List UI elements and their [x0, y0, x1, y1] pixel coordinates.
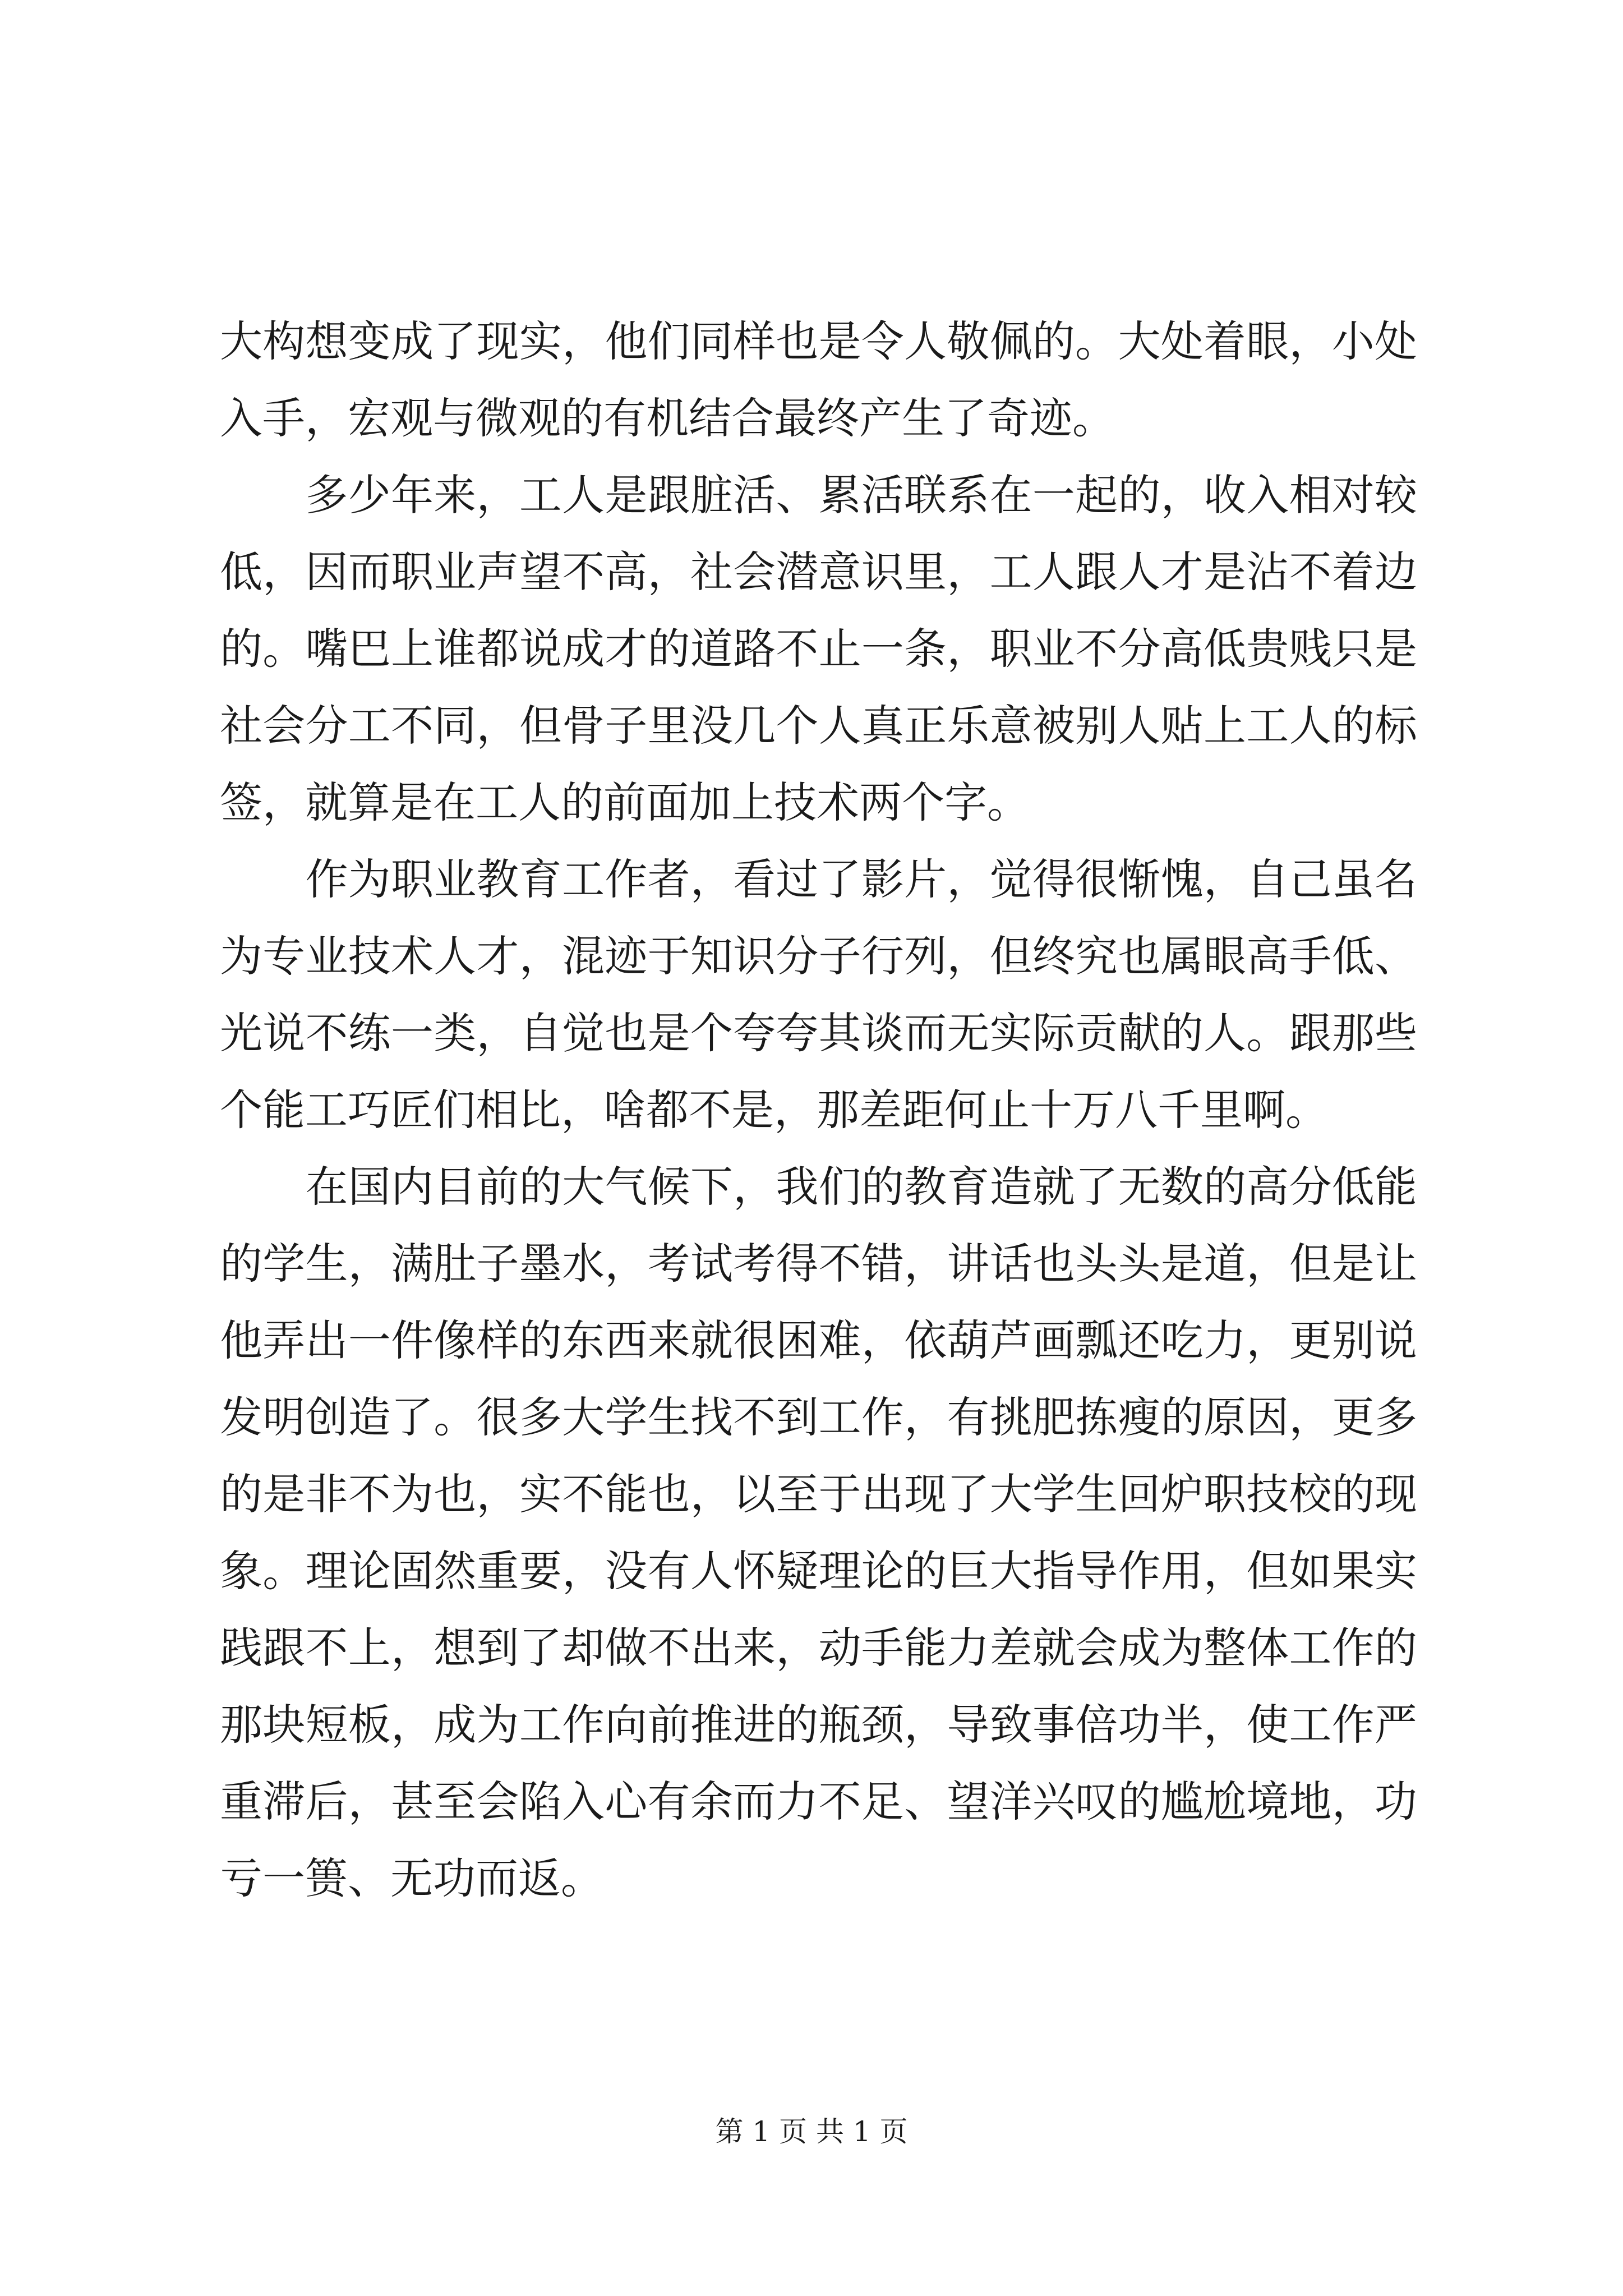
text-line: 大构想变成了现实，他们同样也是令人敬佩的。大处着眼，小处 [220, 316, 1417, 366]
text-line: 亏一篑、无功而返。 [220, 1853, 603, 1903]
text-line: 的是非不为也，实不能也，以至于出现了大学生回炉职技校的现 [220, 1469, 1417, 1519]
text-line: 签，就算是在工人的前面加上技术两个字。 [220, 777, 1030, 827]
text-line: 为专业技术人才，混迹于知识分子行列，但终究也属眼高手低、 [220, 931, 1417, 981]
text-line: 他弄出一件像样的东西来就很困难，依葫芦画瓢还吃力，更别说 [220, 1315, 1417, 1365]
text-line: 重滞后，甚至会陷入心有余而力不足、望洋兴叹的尴尬境地，功 [220, 1777, 1417, 1826]
text-line: 象。理论固然重要，没有人怀疑理论的巨大指导作用，但如果实 [220, 1546, 1417, 1596]
text-line: 那块短板，成为工作向前推进的瓶颈，导致事倍功半，使工作严 [220, 1700, 1417, 1750]
text-line: 在国内目前的大气候下，我们的教育造就了无数的高分低能 [220, 1162, 1417, 1212]
text-line: 入手，宏观与微观的有机结合最终产生了奇迹。 [220, 393, 1115, 443]
text-line: 的学生，满肚子墨水，考试考得不错，讲话也头头是道，但是让 [220, 1239, 1417, 1289]
text-line: 发明创造了。很多大学生找不到工作，有挑肥拣瘦的原因，更多 [220, 1392, 1417, 1442]
text-line: 个能工巧匠们相比，啥都不是，那差距何止十万八千里啊。 [220, 1085, 1328, 1135]
text-line: 作为职业教育工作者，看过了影片，觉得很惭愧，自己虽名 [220, 854, 1417, 904]
text-line: 低，因而职业声望不高，社会潜意识里，工人跟人才是沾不着边 [220, 547, 1417, 597]
body-text [220, 303, 1417, 1917]
text-line: 的。嘴巴上谁都说成才的道路不止一条，职业不分高低贵贱只是 [220, 624, 1417, 674]
text-line: 多少年来，工人是跟脏活、累活联系在一起的，收入相对较 [220, 470, 1417, 520]
text-line: 社会分工不同，但骨子里没几个人真正乐意被别人贴上工人的标 [220, 701, 1417, 751]
text-line: 光说不练一类，自觉也是个夸夸其谈而无实际贡献的人。跟那些 [220, 1008, 1417, 1058]
text-line: 践跟不上，想到了却做不出来，动手能力差就会成为整体工作的 [220, 1623, 1417, 1673]
page-footer: 第 1 页 共 1 页 [715, 2115, 908, 2148]
